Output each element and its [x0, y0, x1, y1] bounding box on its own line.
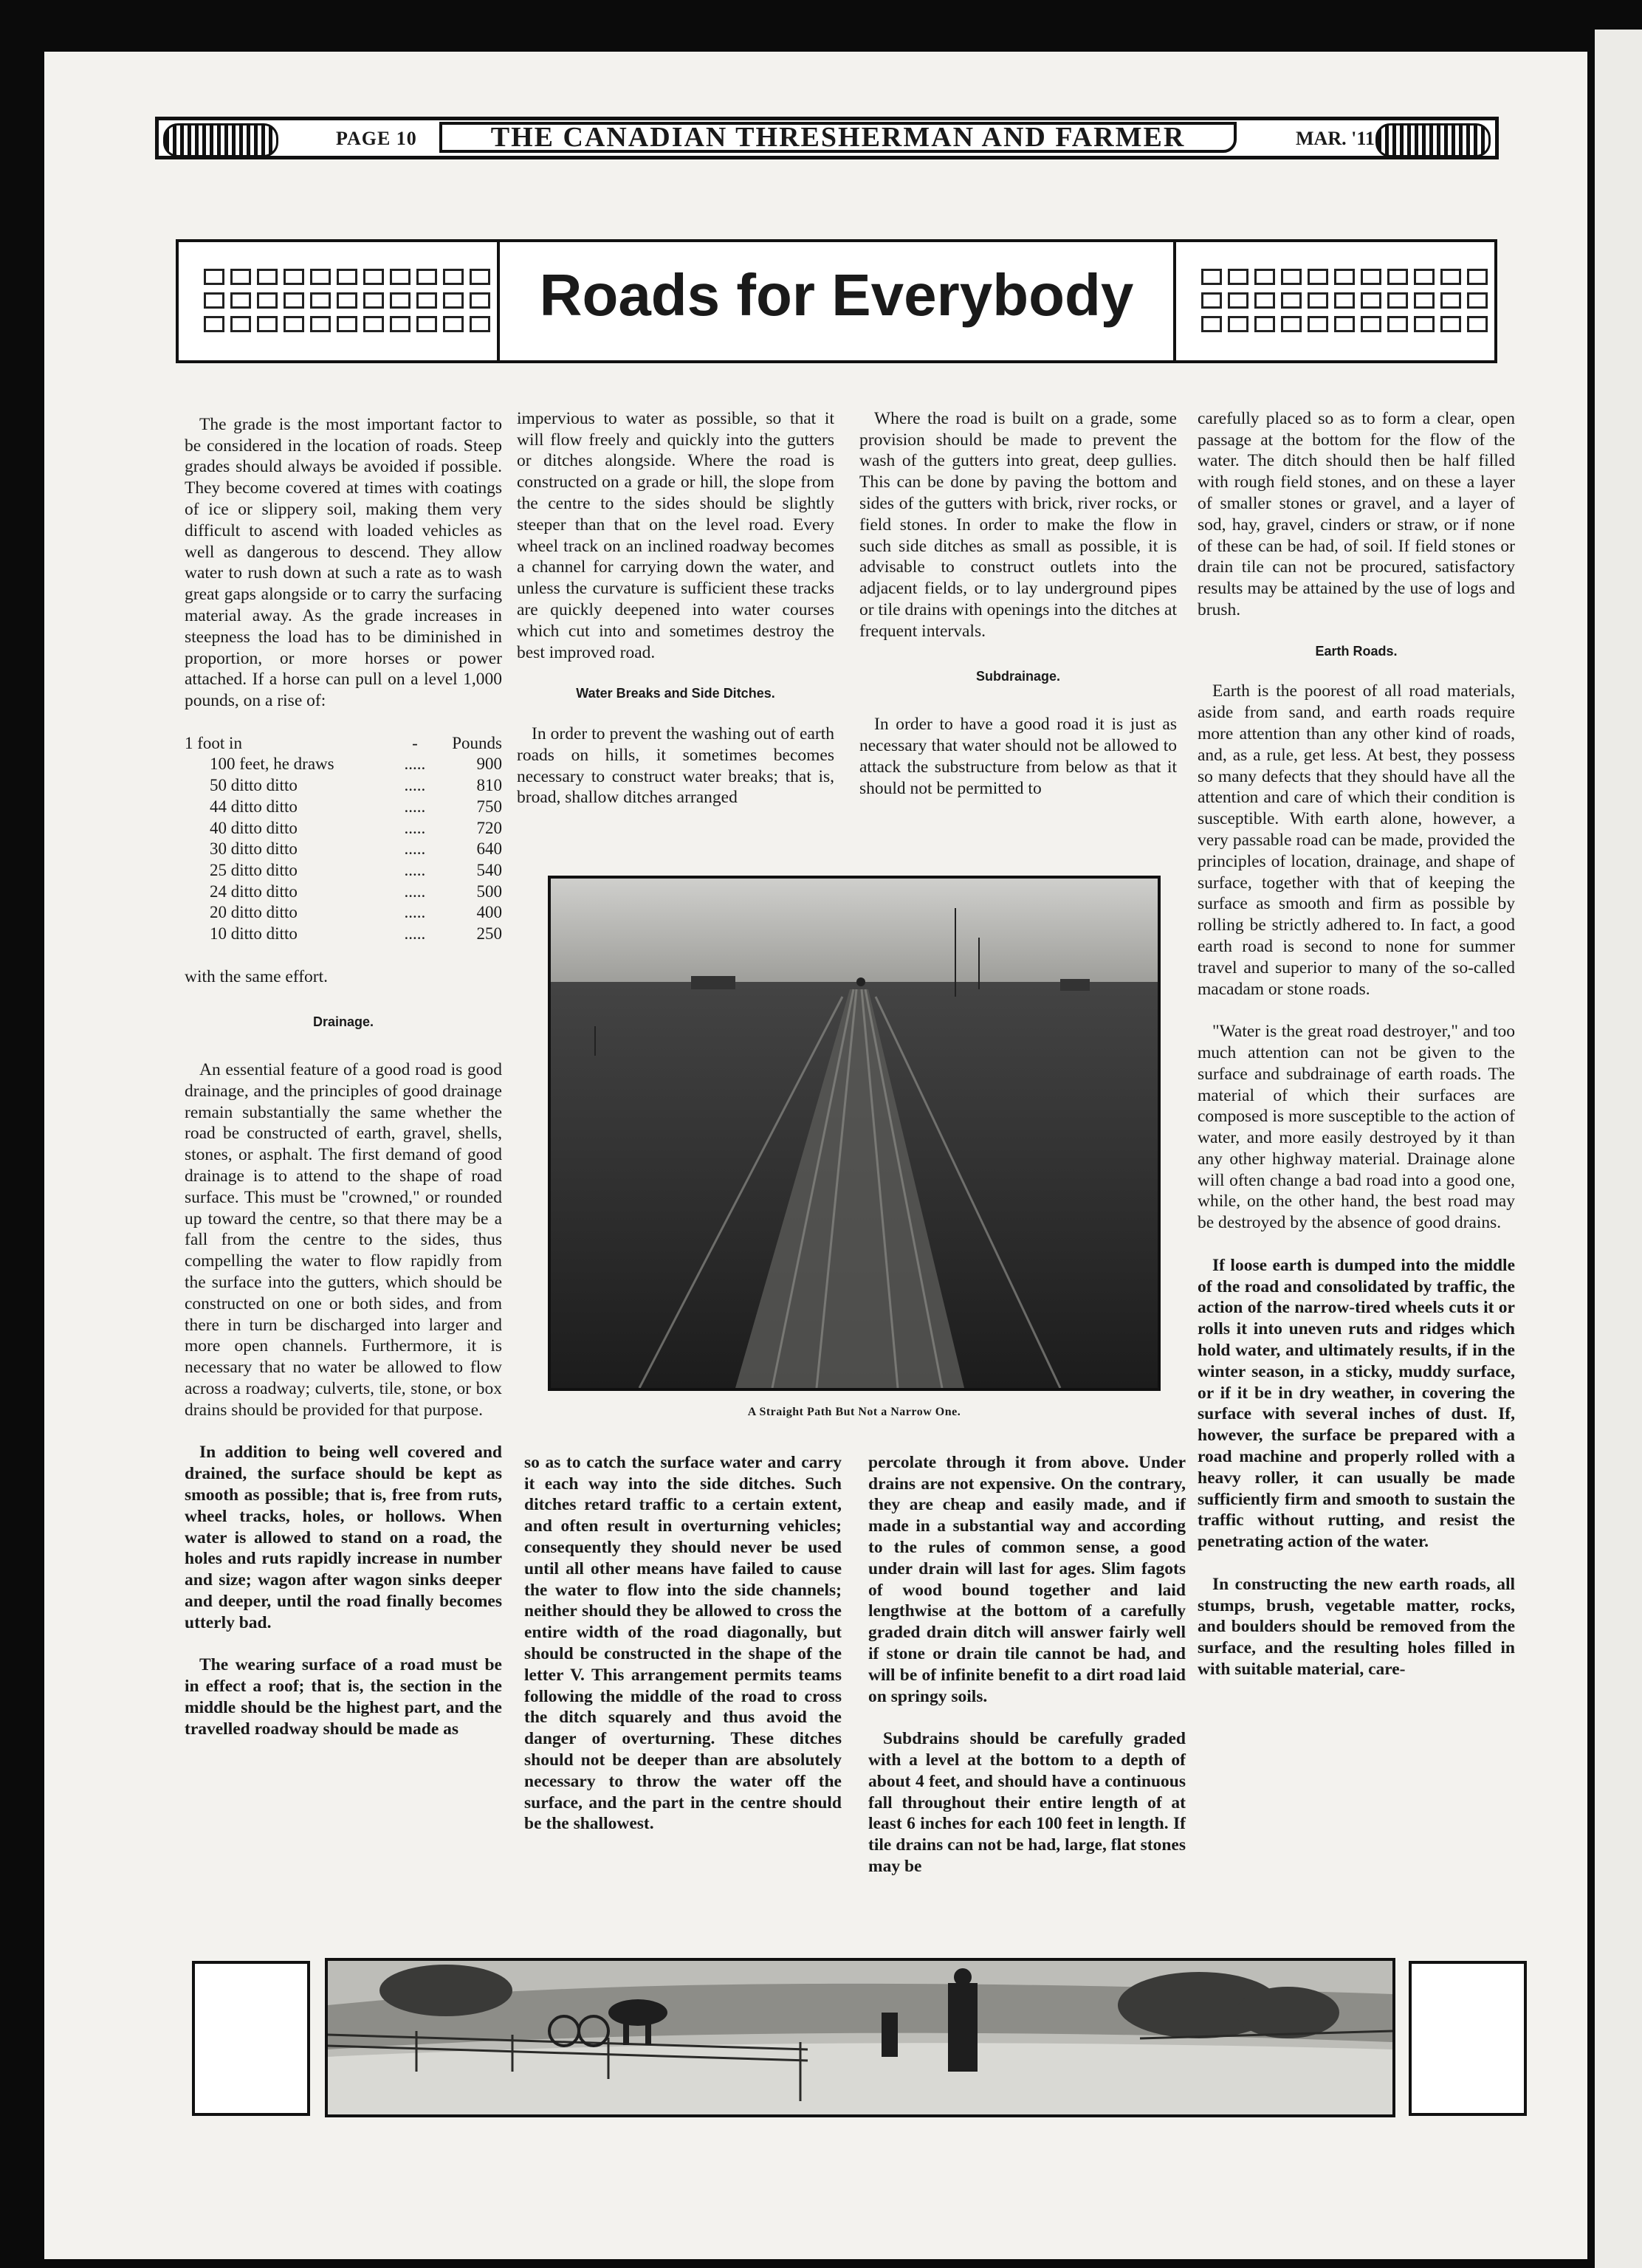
table-row [185, 775, 502, 797]
deco-square-icon [470, 292, 490, 309]
ornament-right-icon [1375, 123, 1491, 157]
table-cell-value: 810 [476, 776, 502, 795]
issue-date: MAR. '11 [1296, 128, 1375, 149]
table-cell-label: 24 ditto ditto [210, 882, 298, 901]
decorative-pattern-left [179, 242, 500, 360]
paragraph-smooth-surface: In addition to being well covered and drained, the surface should be kept as smooth as possible; that is, free from ruts, wheel tracks, holes, or hollows. When water is allowed to stand on a road, the holes and ruts rapidly increase in number and size; wagon after wagon sinks deeper and deeper, until the road finally becomes utterly bad. [185, 1443, 502, 1632]
table-cell-label: 10 ditto ditto [210, 924, 298, 944]
deco-square-icon [1361, 269, 1381, 285]
paragraph-water-breaks: In order to prevent the washing out of earth roads on hills, it sometimes becomes necessary to construct water breaks; that is, broad, shallow ditches arranged [517, 724, 834, 808]
paragraph-open-passage: carefully placed so as to form a clear, open passage at the bottom for the flow of the water. The ditch should then be half filled with rough field stones, and on these a layer of smaller stones or gravel, and a layer of sod, hay, gravel, cinders or straw, or if none of these can be had, of soil. If field stones or drain tile can not be procured, satisfactory results may be attained by the use of logs and brush. [1198, 408, 1515, 619]
table-cell-value: 640 [476, 839, 502, 859]
deco-square-icon [1440, 316, 1461, 332]
deco-square-icon [390, 269, 410, 285]
deco-square-icon [443, 269, 464, 285]
table-row [185, 860, 502, 882]
table-row [185, 882, 502, 903]
deco-square-icon [1308, 292, 1328, 309]
table-cell-dots: ..... [404, 924, 426, 944]
paragraph-subdrains: Subdrains should be carefully graded with a level at the bottom to a depth of about 4 feet, and should have a continuous fall throughout their entire length of at least 6 inches for each 100 feet in length. If tile drains can not be had, large, flat stones may be [868, 1729, 1186, 1876]
paragraph-water-destroyer: "Water is the great road destroyer," and too much attention can not be given to the surface and subdrainage of earth roads. The material of which their surfaces are composed is more susceptible to the action of water, and more easily destroyed by it than any other highway material. Drainage alone will often change a bad road into a good one, while, on the other hand, the best road may be destroyed by the absence of good drains. [1198, 1022, 1515, 1233]
country-road-illustration [325, 1958, 1395, 2117]
table-cell-dots: ..... [404, 839, 426, 859]
deco-square-icon [1201, 269, 1222, 285]
table-cell-label: 100 feet, he draws [210, 755, 334, 774]
deco-square-icon [470, 316, 490, 332]
deco-square-icon [257, 292, 278, 309]
deco-square-icon [204, 292, 224, 309]
column-3-bottom [868, 1431, 1186, 1899]
table-row [185, 754, 502, 775]
deco-square-icon [416, 269, 437, 285]
page-number: PAGE 10 [336, 128, 417, 149]
deco-square-icon [337, 269, 357, 285]
ornament-left-icon [163, 123, 278, 157]
deco-square-icon [363, 316, 384, 332]
deco-square-icon [1414, 269, 1435, 285]
deco-square-icon [1308, 269, 1328, 285]
deco-square-icon [337, 292, 357, 309]
table-cell-label: 50 ditto ditto [210, 776, 298, 795]
deco-square-icon [230, 316, 251, 332]
deco-square-icon [1334, 292, 1355, 309]
deco-square-icon [1228, 316, 1248, 332]
table-row [185, 902, 502, 924]
deco-square-icon [1334, 269, 1355, 285]
deco-square-icon [1467, 292, 1488, 309]
table-cell-label: 20 ditto ditto [210, 903, 298, 922]
table-cell-value: 500 [476, 882, 502, 901]
table-cell-dots: ..... [404, 797, 426, 816]
deco-square-icon [443, 292, 464, 309]
grade-weights-table [185, 733, 502, 945]
table-cell-dots: ..... [404, 860, 426, 879]
photo-caption: A Straight Path But Not a Narrow One. [747, 1406, 961, 1418]
deco-square-icon [257, 316, 278, 332]
article-title-box [176, 239, 1497, 363]
paragraph-roof: The wearing surface of a road must be in effect a roof; that is, the section in the middle should be the highest part, and the travelled roadway should be made as [185, 1655, 502, 1739]
deco-square-icon [416, 292, 437, 309]
table-cell-value: 720 [476, 818, 502, 837]
deco-square-icon [443, 316, 464, 332]
column-2-top [517, 387, 834, 830]
heading-subdrainage: Subdrainage. [975, 669, 1061, 684]
table-row [185, 818, 502, 839]
column-3-top [859, 387, 1177, 820]
table-cell-dots: ..... [404, 903, 426, 922]
deco-square-icon [1201, 292, 1222, 309]
deco-square-icon [284, 316, 304, 332]
table-footnote: with the same effort. [185, 966, 329, 986]
masthead-banner [155, 117, 1499, 159]
paragraph-side-ditches: so as to catch the surface water and carry it each way into the side ditches. Such ditches retard traffic to a certain extent, and often result in overturning vehicles; consequently they should never be used until all other means have failed to cause the water to flow into the side channels; neither should they be allowed to cross the entire width of the road diagonally, but should be constructed in the shape of the letter V. This arrangement permits teams following the middle of the road to cross the ditch squarely and thus avoid the danger of overturning. These ditches should not be deeper than are absolutely necessary to throw the water off the surface, and the part in the centre should be the shallowest. [524, 1452, 842, 1834]
deco-square-icon [1361, 292, 1381, 309]
deco-square-icon [1361, 316, 1381, 332]
deco-square-icon [1254, 292, 1275, 309]
bottom-box-right [1409, 1961, 1527, 2116]
deco-square-icon [230, 292, 251, 309]
deco-square-icon [310, 292, 331, 309]
table-row [185, 924, 502, 945]
column-1 [185, 393, 502, 1761]
deco-square-icon [390, 292, 410, 309]
table-cell-value: 900 [476, 755, 502, 774]
deco-square-icon [470, 269, 490, 285]
deco-square-icon [310, 269, 331, 285]
deco-square-icon [310, 316, 331, 332]
column-2-bottom [524, 1431, 842, 1856]
deco-square-icon [204, 316, 224, 332]
paragraph-subdrainage: In order to have a good road it is just as necessary that water should not be allowed to attack the substructure from below as that it should not be permitted to [859, 715, 1177, 798]
country-road-drawing [328, 1961, 1392, 2114]
road-photo-image [551, 879, 1158, 1388]
adjacent-page-edge [1595, 30, 1642, 2268]
deco-square-icon [390, 316, 410, 332]
deco-square-icon [1467, 316, 1488, 332]
table-header-right: Pounds [452, 733, 502, 752]
deco-square-icon [1228, 292, 1248, 309]
paragraph-impervious: impervious to water as possible, so that it will flow freely and quickly into the gutters or ditches alongside. Where the road is constructed on a grade or hill, the slope from the centre to the sides should be slightly steeper than that on the level road. Every wheel track on an inclined roadway becomes a channel for carrying down the water, and unless the curvature is sufficient these tracks are quickly deepened into water courses which cut into and sometimes destroy the best improved road. [517, 408, 834, 662]
bottom-box-left [192, 1961, 310, 2116]
table-cell-value: 540 [476, 860, 502, 879]
table-header-row [185, 733, 502, 755]
table-cell-label: 40 ditto ditto [210, 818, 298, 837]
deco-square-icon [1201, 316, 1222, 332]
table-row [185, 797, 502, 818]
deco-square-icon [284, 269, 304, 285]
deco-square-icon [1414, 316, 1435, 332]
deco-square-icon [337, 316, 357, 332]
table-cell-value: 250 [476, 924, 502, 944]
paragraph-grade: The grade is the most important factor to be considered in the location of roads. Steep grades should always be avoided if possible. They become covered at times with coatings of ice or slippery soil, making them very difficult to ascend with loaded vehicles as well as dangerous to descend. They allow water to rush down at such a rate as to wash great gaps alongside or to carry the surfacing material away. As the grade increases in steepness the load has to be diminished in proportion, or more horses or power attached. If a horse can pull on a level 1,000 pounds, on a rise of: [185, 414, 502, 711]
table-header-left: 1 foot in [185, 733, 242, 752]
table-cell-dots: ..... [404, 818, 426, 837]
publication-title: THE CANADIAN THRESHERMAN AND FARMER [439, 122, 1237, 153]
road-photo [548, 876, 1161, 1391]
deco-square-icon [1254, 316, 1275, 332]
deco-square-icon [284, 292, 304, 309]
table-cell-value: 400 [476, 903, 502, 922]
column-4 [1198, 387, 1515, 1702]
table-cell-label: 25 ditto ditto [210, 860, 298, 879]
deco-square-icon [257, 269, 278, 285]
table-cell-label: 44 ditto ditto [210, 797, 298, 816]
decorative-pattern-right [1173, 242, 1494, 360]
deco-square-icon [1228, 269, 1248, 285]
paragraph-loose-earth: If loose earth is dumped into the middle of the road and consolidated by traffic, the action of the narrow-tired wheels cuts it or rolls it into uneven ruts and ridges which hold water, and ultimately results, if in the winter season, in a sticky, muddy surface, or if it be in dry weather, in covering the surface with several inches of dust. If, however, the surface be prepared with a road machine and properly rolled with a heavy roller, it can usually be made sufficiently firm and smooth to sustain the traffic without rutting, and resist the penetrating action of the water. [1198, 1255, 1515, 1552]
deco-square-icon [1281, 292, 1302, 309]
paragraph-gutters: Where the road is built on a grade, some provision should be made to prevent the wash of the gutters into great, deep gullies. This can be done by paving the bottom and sides of the gutters with brick, river rocks, or field stones. In order to make the flow in such side ditches as small as possible, it is advisable to construct outlets into the adjacent fields, or to lay underground pipes or tile drains with openings into the ditches at frequent intervals. [859, 408, 1177, 641]
deco-square-icon [1387, 316, 1408, 332]
article-title: Roads for Everybody [539, 262, 1134, 328]
deco-square-icon [1281, 316, 1302, 332]
deco-square-icon [1254, 269, 1275, 285]
deco-square-icon [416, 316, 437, 332]
table-header-mid: - [412, 733, 418, 752]
table-cell-dots: ..... [404, 776, 426, 795]
table-cell-label: 30 ditto ditto [210, 839, 298, 859]
deco-square-icon [1440, 292, 1461, 309]
paragraph-constructing: In constructing the new earth roads, all stumps, brush, vegetable matter, rocks, and boulders should be removed from the surface, and the resulting holes filled in with suitable material, care- [1198, 1574, 1515, 1680]
table-cell-dots: ..... [404, 755, 426, 774]
deco-square-icon [1414, 292, 1435, 309]
deco-square-icon [1467, 269, 1488, 285]
deco-square-icon [1387, 292, 1408, 309]
deco-square-icon [1281, 269, 1302, 285]
deco-square-icon [1308, 316, 1328, 332]
deco-square-icon [204, 269, 224, 285]
heading-drainage: Drainage. [312, 1014, 374, 1030]
deco-square-icon [1387, 269, 1408, 285]
deco-square-icon [1440, 269, 1461, 285]
heading-water-breaks: Water Breaks and Side Ditches. [576, 686, 775, 701]
paragraph-drainage: An essential feature of a good road is good drainage, and the principles of good drainage remain substantially the same whether the road be constructed of earth, gravel, shells, stones, or asphalt. The first demand of good drainage is to attend to the shape of road surface. This must be "crowned," or rounded up toward the centre, so that there may be a fall from the centre to the sides, thus compelling the water to flow rapidly from the surface into the gutters, which should be constructed on one or both sides, and from there in turn be discharged into larger and more open channels. Furthermore, it is necessary that no water be allowed to flow across a roadway; culverts, tile, stone, or box drains should be provided for that purpose. [185, 1059, 502, 1420]
table-cell-value: 750 [476, 797, 502, 816]
deco-square-icon [1334, 316, 1355, 332]
table-cell-dots: ..... [404, 882, 426, 901]
heading-earth-roads: Earth Roads. [1315, 643, 1398, 659]
deco-square-icon [230, 269, 251, 285]
table-row [185, 839, 502, 860]
deco-square-icon [363, 292, 384, 309]
deco-square-icon [363, 269, 384, 285]
paragraph-earth-roads: Earth is the poorest of all road materials, aside from sand, and earth roads require more attention than any other kind of roads, and, as a rule, get less. At best, they possess so many defects that they should have all the attention and care of which their condition is susceptible. With earth alone, however, a very passable road can be made, provided the principles of location, drainage, and shape of surface, together with that of keeping the surface as smooth and firm as possible by rolling be strictly adhered to. In fact, a good earth road is second to none for summer travel and superior to many of the so-called macadam or stone roads. [1198, 681, 1515, 999]
paragraph-under-drains: percolate through it from above. Under drains are not expensive. On the contrary, they are cheap and easily made, and if made in a substantial way and according to the rules of common sense, a good under drain will last for ages. Slim fagots of wood bound together and laid lengthwise at the bottom of a carefully graded drain ditch will answer fairly well if stone or drain tile cannot be had, and will be of infinite benefit to a dirt road laid on springy soils. [868, 1452, 1186, 1706]
